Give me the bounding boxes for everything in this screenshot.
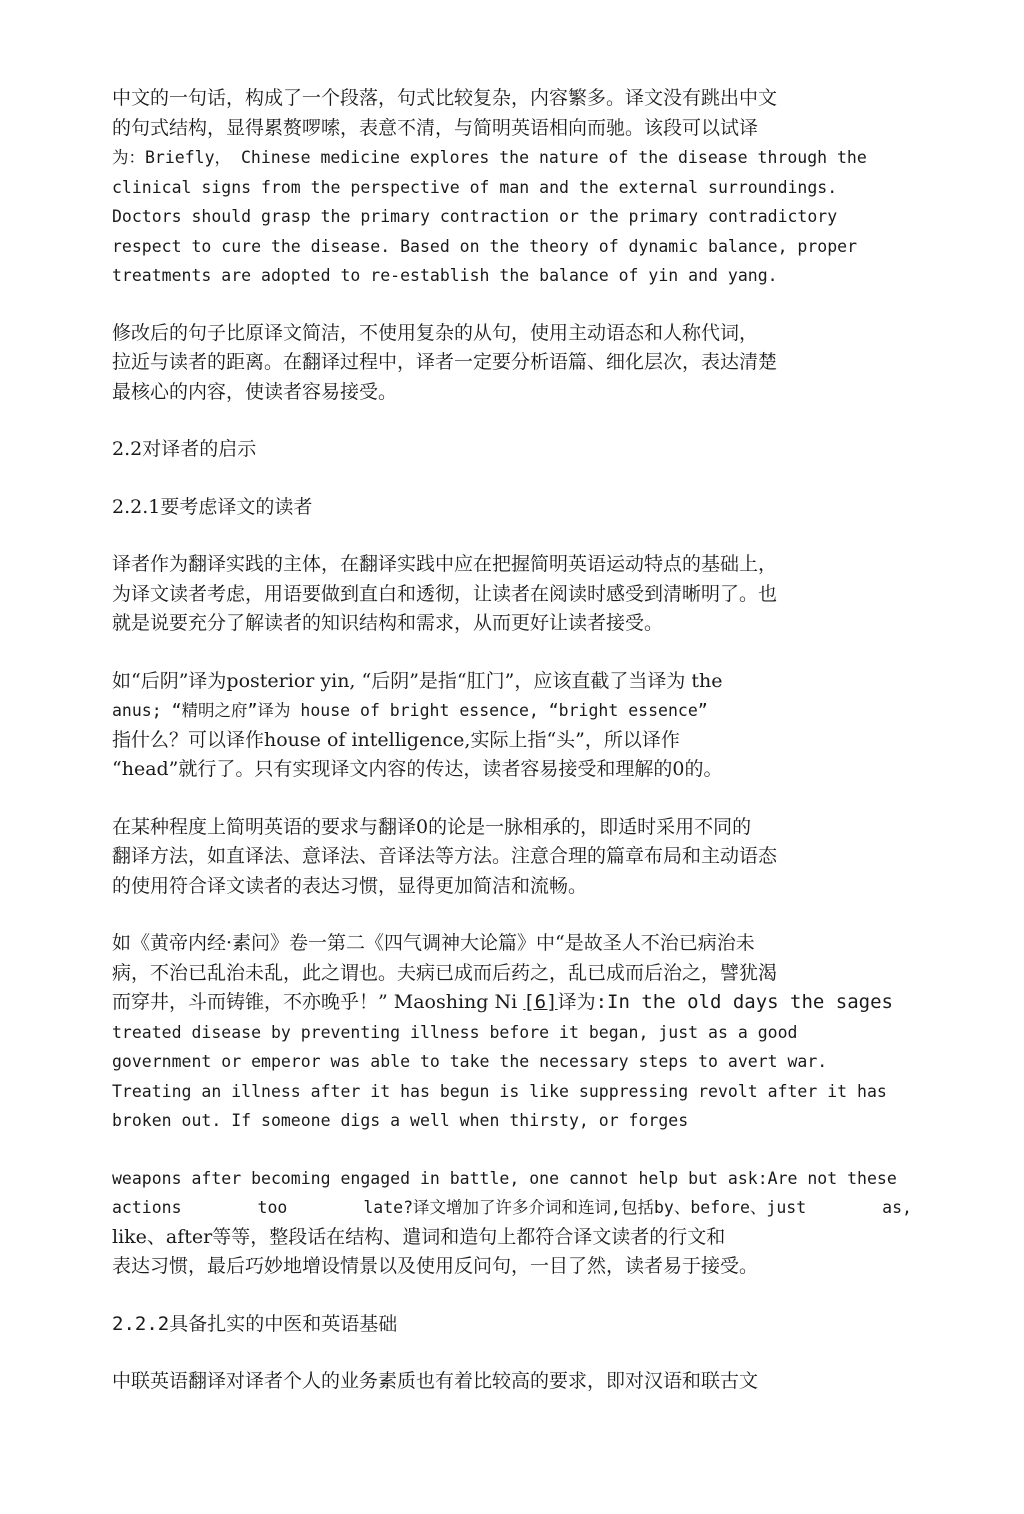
text-line: “head”就行了。只有实现译文内容的传达，读者容易接受和理解的0的。 (112, 758, 723, 780)
citation-link[interactable]: [6] (523, 991, 558, 1013)
text-line: Doctors should grasp the primary contraction or the primary contradictory (112, 207, 838, 226)
word: late?译文增加了许多介词和连词,包括by、before、just (363, 1198, 807, 1217)
section-heading-2-2-1: 2.2.1要考虑译文的读者 (112, 495, 313, 518)
word: too (257, 1198, 288, 1217)
text-line: treatments are adopted to re-establish the balance of yin and yang. (112, 266, 778, 285)
text-line: 翻译方法，如直译法、意译法、音译法等方法。注意合理的篇章布局和主动语态 (112, 845, 778, 867)
paragraph-4 (112, 667, 912, 785)
document-page (112, 84, 912, 1397)
paragraph-5 (112, 813, 912, 902)
text-line: 指什么？可以译作house of intelligence,实际上指“头”，所以译作 (112, 728, 680, 751)
word: as, (882, 1198, 912, 1217)
text-line: Treating an illness after it has begun is like suppressing revolt after it has (112, 1081, 887, 1101)
text-line: like、after等等，整段话在结构、遣词和造句上都符合译文读者的行文和 (112, 1225, 726, 1248)
paragraph-1 (112, 84, 912, 291)
text-line: 如《黄帝内经·素问》卷一第二《四气调神大论篇》中“是故圣人不治已病治未 (112, 932, 755, 954)
paragraph-3 (112, 550, 912, 639)
word: actions (112, 1198, 182, 1217)
text-line (112, 988, 912, 1018)
text-line: weapons after becoming engaged in battle, one cannot help but ask:Are not these (112, 1168, 897, 1188)
text-line: 中联英语翻译对译者个人的业务素质也有着比较高的要求，即对汉语和联古文 (112, 1370, 759, 1392)
text-line: 拉近与读者的距离。在翻译过程中，译者一定要分析语篇、细化层次，表达清楚 (112, 351, 778, 373)
text-line: respect to cure the disease. Based on the theory of dynamic balance, proper (112, 236, 858, 256)
text-line: 病，不治已乱治未乱，此之谓也。夫病已成而后药之，乱已成而后治之，譬犹渴 (112, 961, 778, 984)
section-heading-2-2-2: 2.2.2具备扎实的中医和英语基础 (112, 1312, 398, 1335)
text-line: 最核心的内容，使读者容易接受。 (112, 380, 398, 403)
text-line: 如“后阴”译为posterior yin, “后阴”是指“肛门”，应该直截了当译为 the (112, 669, 723, 692)
text-segment: 译为:In the old days the sages (557, 991, 893, 1013)
text-line: anus; “精明之府”译为 house of bright essence, “bright essence” (112, 701, 708, 720)
text-line: 就是说要充分了解读者的知识结构和需求，从而更好让读者接受。 (112, 612, 664, 634)
paragraph-7 (112, 1164, 912, 1282)
paragraph-2 (112, 319, 912, 408)
text-line: treated disease by preventing illness before it began, just as a good (112, 1022, 798, 1042)
text-line: 为译文读者考虑，用语要做到直白和透彻，让读者在阅读时感受到清晰明了。也 (112, 582, 778, 605)
text-line: government or emperor was able to take the necessary steps to avert war. (112, 1052, 828, 1071)
text-line: 为：Briefly， Chinese medicine explores the nature of the disease through the (112, 148, 867, 167)
text-line: 的句式结构，显得累赘啰嗦，表意不清，与简明英语相向而驰。该段可以试译 (112, 116, 759, 139)
text-line: broken out. If someone digs a well when thirsty, or forges (112, 1111, 689, 1130)
paragraph-8 (112, 1367, 912, 1397)
paragraph-6 (112, 929, 912, 1136)
text-line: 译者作为翻译实践的主体，在翻译实践中应在把握简明英语运动特点的基础上， (112, 553, 778, 575)
text-line: 修改后的句子比原译文简洁，不使用复杂的从句，使用主动语态和人称代词， (112, 321, 759, 344)
text-segment: 而穿井，斗而铸锥，不亦晚乎！” Maoshing Ni (112, 991, 524, 1013)
section-heading-2-2: 2.2对译者的启示 (112, 438, 257, 460)
text-line: 的使用符合译文读者的表达习惯，显得更加简洁和流畅。 (112, 874, 588, 897)
text-line-justified (112, 1193, 912, 1223)
text-line: 表达习惯，最后巧妙地增设情景以及使用反问句，一目了然，读者易于接受。 (112, 1255, 759, 1277)
text-line: clinical signs from the perspective of man and the external surroundings. (112, 177, 838, 197)
text-line: 中文的一句话，构成了一个段落，句式比较复杂，内容繁多。译文没有跳出中文 (112, 87, 778, 109)
text-line: 在某种程度上简明英语的要求与翻译0的论是一脉相承的，即适时采用不同的 (112, 815, 752, 838)
